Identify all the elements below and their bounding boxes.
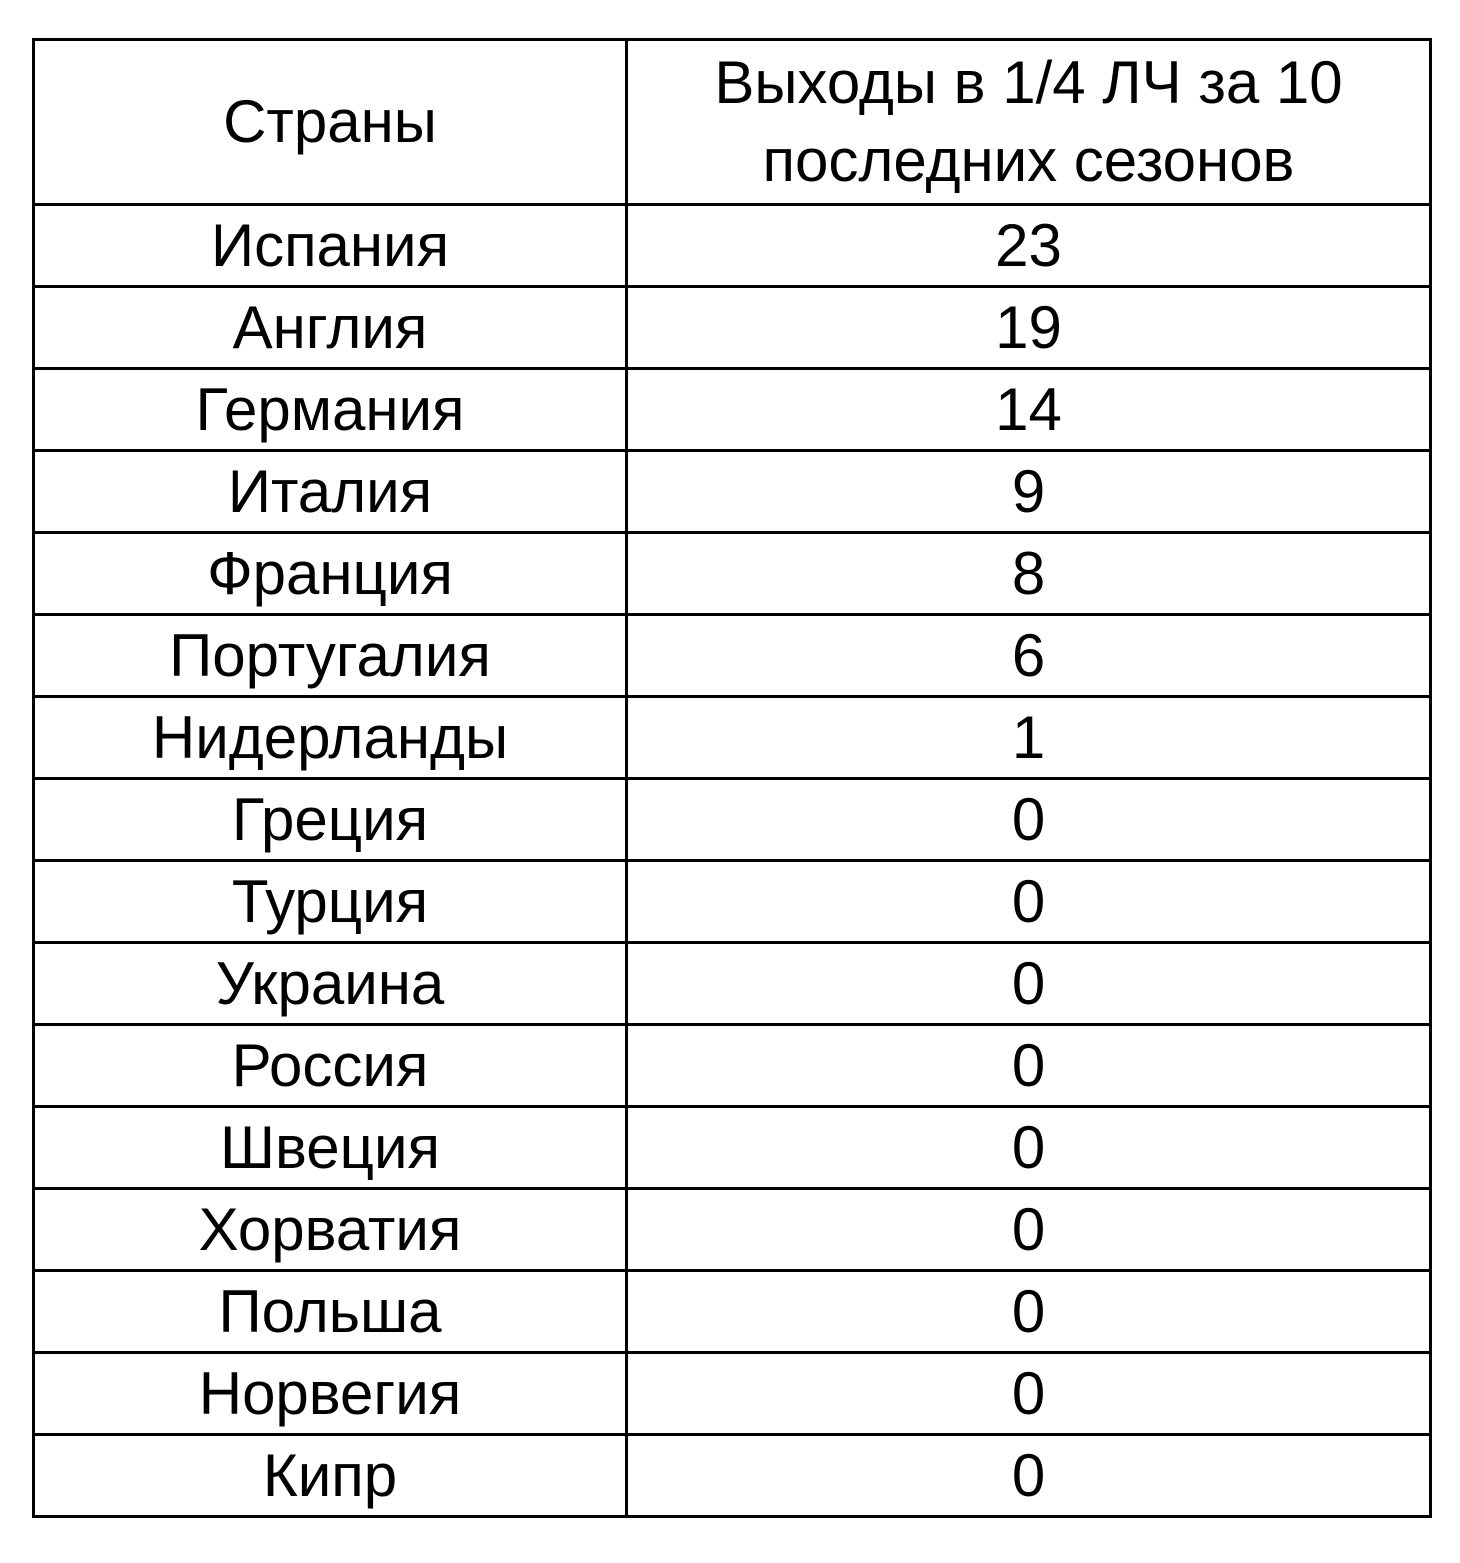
appearances-cell: 0 <box>627 779 1431 861</box>
table-row <box>34 861 1431 943</box>
appearances-cell: 8 <box>627 533 1431 615</box>
country-cell: Норвегия <box>34 1353 627 1435</box>
appearances-cell: 6 <box>627 615 1431 697</box>
table-row <box>34 369 1431 451</box>
country-cell: Италия <box>34 451 627 533</box>
appearances-cell: 0 <box>627 1353 1431 1435</box>
table-row <box>34 451 1431 533</box>
country-cell: Россия <box>34 1025 627 1107</box>
country-cell: Швеция <box>34 1107 627 1189</box>
table-row <box>34 1271 1431 1353</box>
table-row <box>34 1107 1431 1189</box>
countries-table <box>32 38 1432 1518</box>
country-cell: Португалия <box>34 615 627 697</box>
appearances-cell: 23 <box>627 205 1431 287</box>
appearances-cell: 0 <box>627 1189 1431 1271</box>
table-row <box>34 533 1431 615</box>
table-body <box>34 205 1431 1517</box>
country-cell: Франция <box>34 533 627 615</box>
header-countries: Страны <box>34 40 627 205</box>
country-cell: Германия <box>34 369 627 451</box>
country-cell: Польша <box>34 1271 627 1353</box>
country-cell: Испания <box>34 205 627 287</box>
country-cell: Турция <box>34 861 627 943</box>
table-row <box>34 287 1431 369</box>
appearances-cell: 14 <box>627 369 1431 451</box>
country-cell: Кипр <box>34 1435 627 1517</box>
appearances-cell: 1 <box>627 697 1431 779</box>
table-row <box>34 779 1431 861</box>
table-row <box>34 943 1431 1025</box>
country-cell: Украина <box>34 943 627 1025</box>
appearances-cell: 19 <box>627 287 1431 369</box>
country-cell: Хорватия <box>34 1189 627 1271</box>
appearances-cell: 0 <box>627 943 1431 1025</box>
appearances-cell: 0 <box>627 861 1431 943</box>
country-cell: Нидерланды <box>34 697 627 779</box>
appearances-cell: 0 <box>627 1271 1431 1353</box>
country-cell: Греция <box>34 779 627 861</box>
table-row <box>34 697 1431 779</box>
appearances-cell: 9 <box>627 451 1431 533</box>
appearances-cell: 0 <box>627 1435 1431 1517</box>
appearances-cell: 0 <box>627 1107 1431 1189</box>
table-row <box>34 1025 1431 1107</box>
table-row <box>34 205 1431 287</box>
header-row <box>34 40 1431 205</box>
table-row <box>34 1435 1431 1517</box>
table-row <box>34 615 1431 697</box>
table-row <box>34 1353 1431 1435</box>
table-row <box>34 1189 1431 1271</box>
header-quarterfinal-appearances: Выходы в 1/4 ЛЧ за 10 последних сезонов <box>627 40 1431 205</box>
appearances-cell: 0 <box>627 1025 1431 1107</box>
country-cell: Англия <box>34 287 627 369</box>
